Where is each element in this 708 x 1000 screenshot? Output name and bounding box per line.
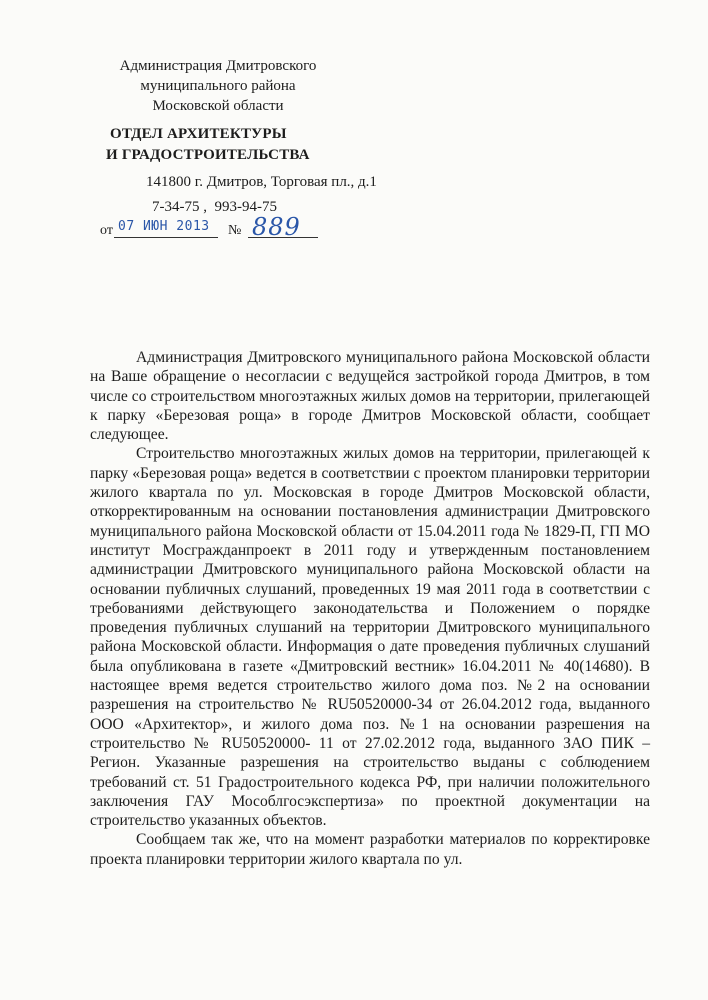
body-paragraph-3: Сообщаем так же, что на момент разработки материалов по корректировке проекта планировки территории жилого квартала по ул. [90, 831, 650, 868]
department-block [106, 124, 310, 166]
phone-2: 993-94-75 [214, 199, 277, 215]
phone-1: 7-34-75 [152, 199, 200, 215]
postal-address: 141800 г. Дмитров, Торговая пл., д.1 [146, 174, 377, 190]
phone-separator: , [199, 199, 215, 215]
org-line-1: Администрация Дмитровского [119, 58, 317, 74]
dept-line-1: ОТДЕЛ АРХИТЕКТУРЫ [110, 126, 287, 142]
dept-line-2: И ГРАДОСТРОИТЕЛЬСТВА [106, 147, 310, 163]
org-line-3: Московской области [152, 98, 284, 114]
body-paragraph-1: Администрация Дмитровского муниципального района Московской области на Ваше обращение о несогласии с ведущейся застройкой города Дмитров, в том числе со строительством многоэтажных жилых домов на территории, прилегающей к парку «Березовая роща» в городе Дмитров Московской области, сообщает следующее. [90, 349, 650, 444]
handwritten-number: 889 [252, 213, 301, 241]
body-paragraph-2: Строительство многоэтажных жилых домов на территории, прилегающей к парку «Березовая роща» ведется в соответствии с проектом планировки территории жилого квартала по ул. Московская в городе Дмитров Московской области, откорректированным на основании постановления администрации Дмитровского муниципального района Московской области от 15.04.2011 года № 1829-П, ГП МО институт Мосгражданпроект в 2011 году и утвержденным постановлением администрации Дмитровского муниципального района Московской области на основании публичных слушаний, проведенных 19 мая 2011 года в соответствии с требованиями действующего законодательства и Положением о порядке проведения публичных слушаний на территории Дмитровского муниципального района Московской области. Информация о дате проведения публичных слушаний была опубликована в газете «Дмитровский вестник» 16.04.2011 № 40(14680). В настоящее время ведется строительство жилого дома поз. №2 на основании разрешения на строительство № RU50520000-34 от 26.04.2012 года, выданного ООО «Архитектор», и жилого дома поз. №1 на основании разрешения на строительство № RU50520000- 11 от 27.02.2012 года, выданного ЗАО ПИК – Регион. Указанные разрешения на строительство выданы с соблюдением требований ст. 51 Градостроительного кодекса РФ, при наличии положительного заключения ГАУ Мособлгосэкспертиза» по проектной документации на строительство указанных объектов. [90, 445, 650, 830]
date-label: от [100, 223, 113, 238]
number-label: № [228, 223, 242, 238]
org-line-2: муниципального района [140, 78, 296, 94]
letter-body [90, 348, 650, 869]
registration-line [100, 213, 330, 243]
date-stamp: 07 ИЮН 2013 [118, 219, 210, 234]
date-underline [114, 237, 218, 238]
organization-block [108, 56, 328, 116]
